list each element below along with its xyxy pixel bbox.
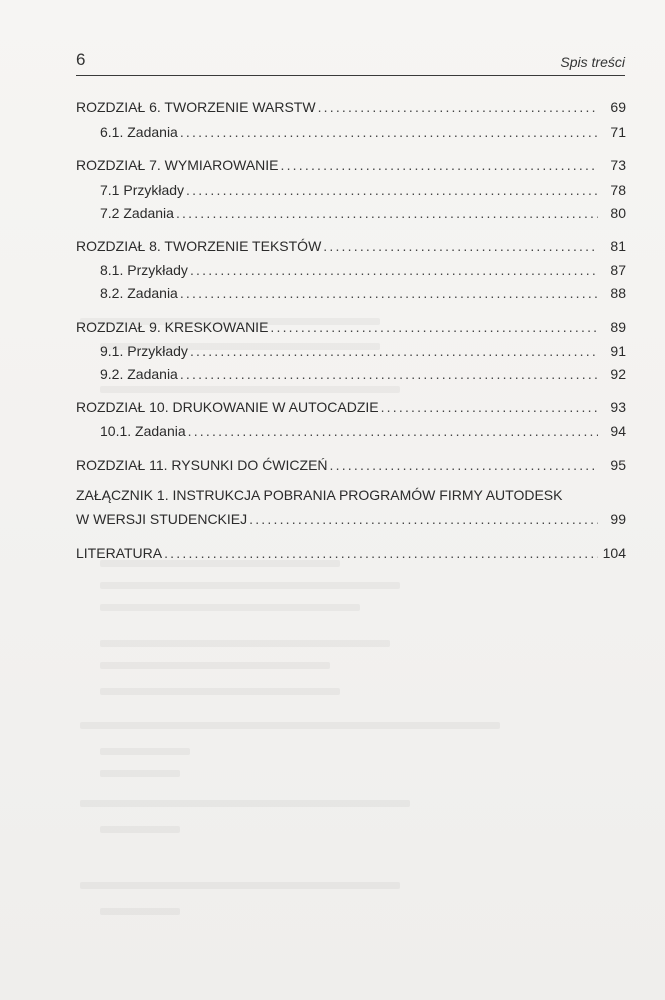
toc-entry-section-8-1 xyxy=(100,257,626,279)
toc-entry-page: 81 xyxy=(610,238,626,254)
toc-entry-page: 80 xyxy=(610,205,626,221)
toc-entry-page: 88 xyxy=(610,285,626,301)
toc-entry-section-7-2 xyxy=(100,200,626,222)
dot-leader xyxy=(323,237,598,255)
toc-entry-page: 71 xyxy=(610,124,626,140)
header-rule xyxy=(76,75,625,76)
toc-entry-page: 89 xyxy=(610,319,626,335)
toc-entry-page: 91 xyxy=(610,343,626,359)
dot-leader xyxy=(164,544,598,562)
toc-entry-appendix-1 xyxy=(76,506,626,528)
toc-entry-section-7-1 xyxy=(100,177,626,199)
toc-entry-chapter-7 xyxy=(76,152,626,174)
toc-entry-label: 9.2. Zadania xyxy=(100,366,178,382)
dot-leader xyxy=(270,318,598,336)
toc-entry-label: 8.1. Przykłady xyxy=(100,262,188,278)
toc-entry-page: 95 xyxy=(610,457,626,473)
toc-entry-bibliography xyxy=(76,540,626,562)
toc-entry-label: ROZDZIAŁ 8. TWORZENIE TEKSTÓW xyxy=(76,238,322,254)
toc-entry-page: 73 xyxy=(610,157,626,173)
dot-leader xyxy=(330,456,598,474)
toc-entry-chapter-10 xyxy=(76,394,626,416)
toc-entry-chapter-11 xyxy=(76,452,626,474)
page-number: 6 xyxy=(76,50,86,69)
toc-entry-chapter-9 xyxy=(76,314,626,336)
toc-entry-label: 10.1. Zadania xyxy=(100,423,186,439)
toc-entry-page: 69 xyxy=(610,99,626,115)
toc-entry-label: 7.2 Zadania xyxy=(100,205,174,221)
dot-leader xyxy=(381,398,598,416)
toc-entry-section-6-1 xyxy=(100,119,626,141)
dot-leader xyxy=(188,422,598,440)
dot-leader xyxy=(180,365,598,383)
toc-entry-label: 8.2. Zadania xyxy=(100,285,178,301)
toc-entry-label: ROZDZIAŁ 9. KRESKOWANIE xyxy=(76,319,269,335)
toc-entry-appendix-1-line-1: ZAŁĄCZNIK 1. INSTRUKCJA POBRANIA PROGRAMÓW FIRMY AUTODESK xyxy=(76,487,563,503)
toc-entry-section-9-2 xyxy=(100,361,626,383)
toc-entry-chapter-8 xyxy=(76,233,626,255)
toc-entry-section-8-2 xyxy=(100,280,626,302)
toc-entry-page: 78 xyxy=(610,182,626,198)
running-title: Spis treści xyxy=(560,54,625,70)
toc-entry-page: 104 xyxy=(602,545,626,561)
dot-leader xyxy=(190,342,598,360)
dot-leader xyxy=(176,204,598,222)
toc-entry-label: ROZDZIAŁ 7. WYMIAROWANIE xyxy=(76,157,279,173)
dot-leader xyxy=(318,98,598,116)
toc-entry-section-9-1 xyxy=(100,338,626,360)
dot-leader xyxy=(281,156,599,174)
toc-entry-label: LITERATURA xyxy=(76,545,163,561)
toc-entry-chapter-6 xyxy=(76,94,626,116)
dot-leader xyxy=(180,284,598,302)
page-header xyxy=(76,50,625,78)
dot-leader xyxy=(180,123,598,141)
dot-leader xyxy=(190,261,598,279)
toc-entry-label: ROZDZIAŁ 11. RYSUNKI DO ĆWICZEŃ xyxy=(76,457,328,473)
toc-entry-section-10-1 xyxy=(100,418,626,440)
toc-entry-page: 87 xyxy=(610,262,626,278)
toc-entry-label: ROZDZIAŁ 6. TWORZENIE WARSTW xyxy=(76,99,316,115)
toc-entry-label: W WERSJI STUDENCKIEJ xyxy=(76,511,248,527)
toc-entry-label: ROZDZIAŁ 10. DRUKOWANIE W AUTOCADZIE xyxy=(76,399,379,415)
toc-entry-page: 92 xyxy=(610,366,626,382)
toc-entry-label: 9.1. Przykłady xyxy=(100,343,188,359)
toc-entry-page: 94 xyxy=(610,423,626,439)
dot-leader xyxy=(186,181,598,199)
toc-entry-page: 99 xyxy=(610,511,626,527)
toc-entry-page: 93 xyxy=(610,399,626,415)
toc-entry-label: 7.1 Przykłady xyxy=(100,182,185,198)
toc-entry-label: 6.1. Zadania xyxy=(100,124,178,140)
dot-leader xyxy=(249,510,598,528)
